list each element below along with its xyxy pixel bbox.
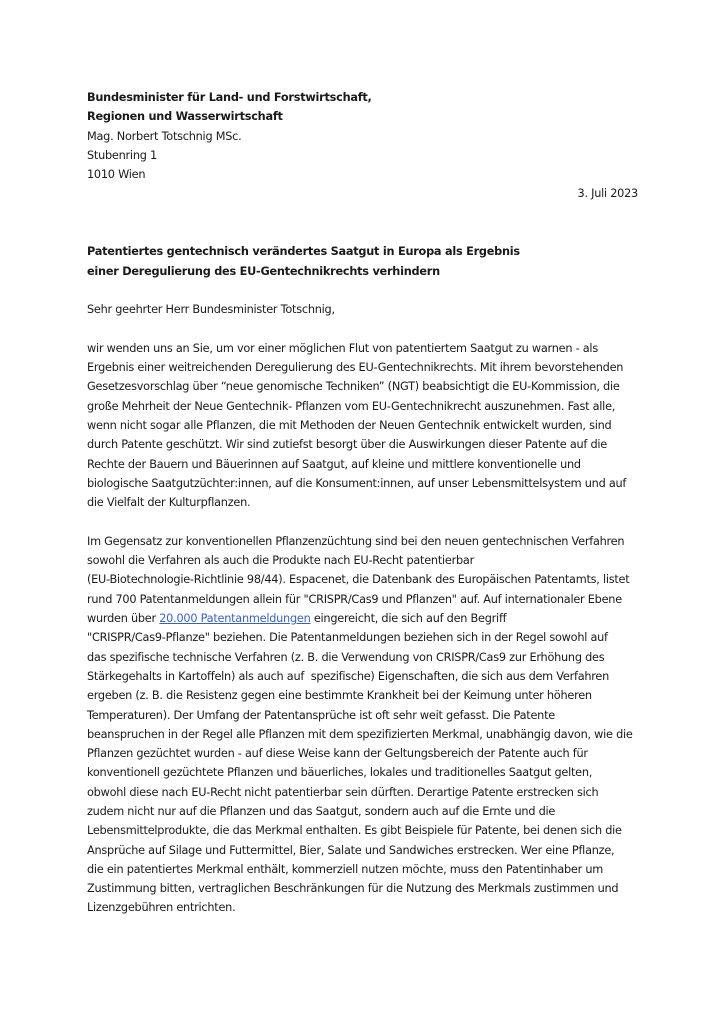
paragraph-line: rund 700 Patentanmeldungen allein für "CRISPR/Cas9 und Pflanzen" auf. Auf internationaler Ebene: [87, 592, 622, 606]
paragraph-line: beanspruchen in der Regel alle Pflanzen mit dem spezifizierten Merkmal, unabhängig davon, wie die: [87, 727, 633, 741]
link-prefix: wurden über: [87, 612, 160, 626]
paragraph-line: Zustimmung bitten, vertraglichen Beschränkungen für die Nutzung des Merkmals zustimmen und: [87, 882, 619, 896]
recipient-title-line-1: Bundesminister für Land- und Forstwirtschaft,: [87, 91, 372, 104]
letter-subject: [87, 242, 638, 281]
paragraph-2: [87, 532, 638, 918]
recipient-street: Stubenring 1: [87, 148, 157, 162]
paragraph-line-with-link: [87, 609, 638, 628]
paragraph-line: Stärkegehalts in Kartoffeln) als auch auf spezifische) Eigenschaften, die sich aus dem Verfahren: [87, 669, 610, 683]
recipient-name: Mag. Norbert Totschnig MSc.: [87, 129, 242, 143]
paragraph-line: die ein patentiertes Merkmal enthält, kommerziell nutzen möchte, muss den Patentinhaber um: [87, 862, 604, 876]
paragraph-line: große Mehrheit der Neue Gentechnik- Pflanzen vom EU-Gentechnikrecht auszunehmen. Fast alle,: [87, 399, 616, 413]
paragraph-line: Im Gegensatz zur konventionellen Pflanzenzüchtung sind bei den neuen gentechnischen Verfahren: [87, 534, 625, 548]
paragraph-line: "CRISPR/Cas9-Pflanze" beziehen. Die Patentanmeldungen beziehen sich in der Regel sowohl auf: [87, 631, 608, 645]
paragraph-line: konventionell gezüchtete Pflanzen und bäuerliches, lokales und traditionelles Saatgut gelten,: [87, 766, 593, 780]
letter-page: [87, 88, 638, 918]
paragraph-line: Rechte der Bauern und Bäuerinnen auf Saatgut, auf kleine und mittlere konventionelle und: [87, 457, 581, 471]
paragraph-line: Lebensmittelprodukte, die das Merkmal enthalten. Es gibt Beispiele für Patente, bei denen sich die: [87, 824, 622, 838]
paragraph-line: die Vielfalt der Kulturpflanzen.: [87, 496, 251, 510]
paragraph-line: sowohl die Verfahren als auch die Produkte nach EU-Recht patentierbar: [87, 554, 474, 568]
link-suffix: eingereicht, die sich auf den Begriff: [310, 612, 507, 626]
paragraph-line: Temperaturen). Der Umfang der Patentansprüche ist oft sehr weit gefasst. Die Patente: [87, 708, 555, 722]
recipient-title-line-2: Regionen und Wasserwirtschaft: [87, 110, 283, 124]
paragraph-line: Pflanzen gezüchtet wurden - auf diese Weise kann der Geltungsbereich der Patente auch für: [87, 747, 588, 761]
recipient-city: 1010 Wien: [87, 168, 146, 182]
recipient-address: [87, 88, 638, 184]
paragraph-line: obwohl diese nach EU-Recht nicht patentierbar sein dürften. Derartige Patente erstrecken sich: [87, 785, 599, 799]
patent-applications-link[interactable]: 20.000 Patentanmeldungen: [159, 612, 311, 626]
subject-line-2: einer Deregulierung des EU-Gentechnikrechts verhindern: [87, 264, 440, 278]
paragraph-line: biologische Saatgutzüchter:innen, auf die Konsument:innen, auf unser Lebensmittelsystem und auf: [87, 476, 627, 490]
paragraph-line: Lizenzgebühren entrichten.: [87, 901, 236, 915]
paragraph-line: zudem nicht nur auf die Pflanzen und das Saatgut, sondern auch auf die Ernte und die: [87, 804, 556, 818]
paragraph-line: durch Patente geschützt. Wir sind zutiefst besorgt über die Auswirkungen dieser Patente auf die: [87, 438, 608, 452]
paragraph-line: wenn nicht sogar alle Pflanzen, die mit Methoden der Neuen Gentechnik entwickelt wurden, sind: [87, 419, 612, 433]
paragraph-line: ergeben (z. B. die Resistenz gegen eine bestimmte Krankheit bei der Keimung unter höheren: [87, 689, 592, 703]
paragraph-line: das spezifische technische Verfahren (z. B. die Verwendung von CRISPR/Cas9 zur Erhöhung des: [87, 650, 605, 664]
paragraph-line: Ansprüche auf Silage und Futtermittel, Bier, Salate und Sandwiches erstrecken. Wer eine Pflanze,: [87, 843, 615, 857]
paragraph-line: wir wenden uns an Sie, um vor einer möglichen Flut von patentiertem Saatgut zu warnen - als: [87, 341, 598, 355]
paragraph-line: Ergebnis einer weitreichenden Deregulierung des EU-Gentechnikrechts. Mit ihrem bevorstehenden: [87, 361, 624, 375]
letter-date: 3. Juli 2023: [577, 187, 638, 201]
subject-line-1: Patentiertes gentechnisch verändertes Saatgut in Europa als Ergebnis: [87, 245, 520, 259]
salutation: Sehr geehrter Herr Bundesminister Totschnig,: [87, 303, 335, 317]
paragraph-1: [87, 339, 638, 513]
paragraph-line: (EU-Biotechnologie-Richtlinie 98/44). Espacenet, die Datenbank des Europäischen Patentamts, listet: [87, 573, 630, 587]
paragraph-line: Gesetzesvorschlag über “neue genomische Techniken” (NGT) beabsichtigt die EU-Kommission, die: [87, 380, 620, 394]
